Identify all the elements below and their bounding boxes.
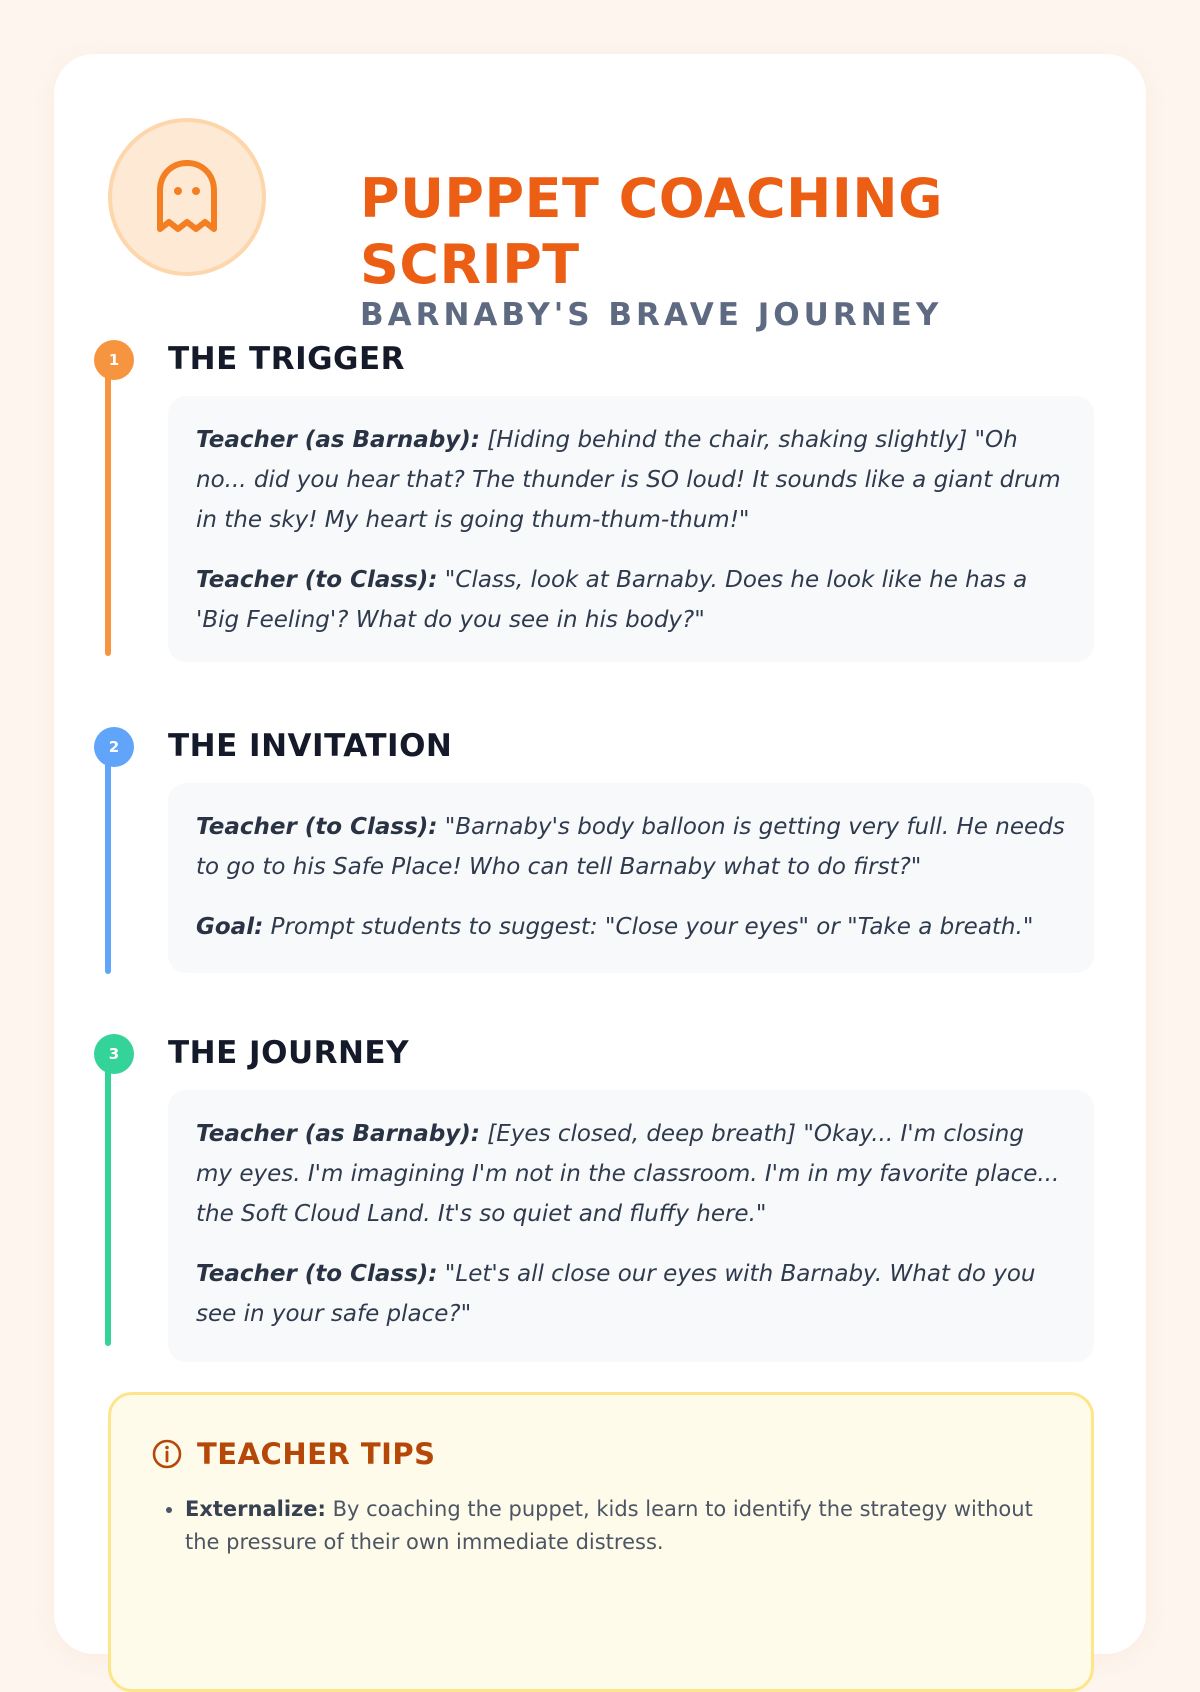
script-box [168, 396, 1094, 662]
section-invitation [54, 727, 1146, 987]
step-number-badge: 3 [94, 1034, 134, 1074]
tip-label: Externalize: [185, 1497, 326, 1521]
dialogue-text: "Let's all close our eyes with Barnaby. What do you see in your safe place?" [196, 1261, 1036, 1327]
script-line [196, 907, 1066, 947]
script-line [196, 420, 1066, 540]
list-item [185, 1493, 1045, 1559]
dialogue-text: "Class, look at Barnaby. Does he look like he has a 'Big Feeling'? What do you see in his body?" [196, 567, 1028, 633]
dialogue-text: [Eyes closed, deep breath] "Okay... I'm closing my eyes. I'm imagining I'm not in the classroom. I'm in my favorite place... the Soft Cloud Land. It's so quiet and fluffy here." [196, 1121, 1060, 1227]
teacher-tips-box [108, 1392, 1094, 1692]
speaker-label: Teacher (as Barnaby): [196, 427, 480, 453]
speaker-label: Goal: [196, 914, 264, 940]
ghost-icon [155, 159, 219, 235]
speaker-label: Teacher (to Class): [196, 567, 438, 593]
page-subtitle: BARNABY'S BRAVE JOURNEY [360, 297, 943, 333]
tips-title: TEACHER TIPS [197, 1437, 436, 1471]
script-line [196, 1114, 1066, 1234]
step-number-badge: 2 [94, 727, 134, 767]
info-circle-icon [151, 1438, 183, 1470]
tips-heading [151, 1437, 436, 1471]
dialogue-text: Prompt students to suggest: "Close your eyes" or "Take a breath." [263, 914, 1034, 940]
avatar [108, 118, 266, 276]
timeline-rail [105, 747, 111, 974]
script-box [168, 1090, 1094, 1362]
script-card [54, 54, 1146, 1654]
section-title: THE JOURNEY [168, 1035, 410, 1071]
speaker-label: Teacher (to Class): [196, 1261, 438, 1287]
timeline-rail [105, 1054, 111, 1346]
section-trigger [54, 340, 1146, 670]
page-title: PUPPET COACHING SCRIPT [360, 167, 943, 296]
timeline-rail [105, 360, 111, 656]
script-line [196, 807, 1066, 887]
script-line [196, 1254, 1066, 1334]
section-journey [54, 1034, 1146, 1364]
speaker-label: Teacher (to Class): [196, 814, 438, 840]
section-title: THE TRIGGER [168, 341, 406, 377]
dialogue-text: [Hiding behind the chair, shaking slightly] "Oh no... did you hear that? The thunder is SO loud! It sounds like a giant drum in the sky! My heart is going thum-thum-thum!" [196, 427, 1061, 533]
script-line [196, 560, 1066, 640]
header [108, 116, 1108, 333]
tips-list [185, 1493, 1045, 1559]
tip-text: By coaching the puppet, kids learn to identify the strategy without the pressure of their own immediate distress. [185, 1497, 1033, 1554]
step-number-badge: 1 [94, 340, 134, 380]
speaker-label: Teacher (as Barnaby): [196, 1121, 480, 1147]
section-title: THE INVITATION [168, 728, 453, 764]
script-box [168, 783, 1094, 973]
dialogue-text: "Barnaby's body balloon is getting very full. He needs to go to his Safe Place! Who can tell Barnaby what to do first?" [196, 814, 1065, 880]
